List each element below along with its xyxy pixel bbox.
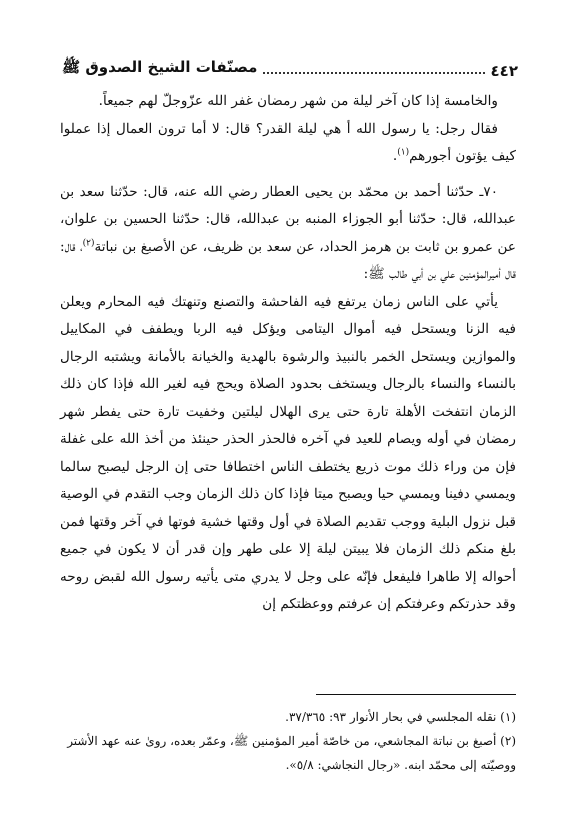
footnote-divider <box>316 694 516 695</box>
hadith-chain-tail: ، قال: قال أميرالمؤمنين علي بن أبي طالب ﷺ: <box>60 238 516 282</box>
running-title: مصنّفات الشيخ الصدوق ﷺ <box>62 58 258 76</box>
paragraph-4: يأتي على الناس زمان يرتفع فيه الفاحشة والتصنع وتنهتك فيه المحارم ويعلن فيه الزنا ويستحل فيه أموال اليتامى ويؤكل فيه الربا ويطفف في المكاييل والموازين ويستحل الخمر بالنبيذ والرشوة بالهدية والخيانة بالأمانة ويشتبه الرجال بالنساء والنساء بالرجال ويستخف بحدود الصلاة ويحج فيه لغير الله فإذا كان ذلك الزمان انتفخت الأهلة تارة حتى يرى الهلال ليلتين وخفيت تارة حتى يفطر شهر رمضان في أوله ويصام للعيد في آخره فالحذر الحذر حينئذ من أخذ الله على غفلة فإن من وراء ذلك موت ذريع يختطف الناس اختطافا حتى إن الرجل ليصبح سالما ويمسي دفينا ويمسي حيا ويصبح ميتا فإذا كان ذلك الزمان وجب التقدم في الوصية قبل نزول البلية ووجب تقديم الصلاة في أول وقتها خشية فوتها في آخر وقتها فمن بلغ منكم ذلك الزمان فلا يبيتن ليلة إلا على طهر وإن قدر أن لا يكون في جميع أحواله إلا طاهرا فليفعل فإنّه على وجل لا يدري متى يأتيه رسول الله لقبض روحه وقد حذرتكم وعرفتكم إن عرفتم ووعظتكم إن <box>60 293 517 612</box>
hadith-chain-text: ٧٠ـ حدّثنا أحمد بن محمّد بن يحيى العطار رضي الله عنه، قال: حدّثنا سعد بن عبدالله، قال: حدّثنا أبو الجوزاء المنبه بن عبدالله، قال: حدّثنا الحسين بن علوان، عن عمرو بن ثابت بن هرمز الحداد، عن سعد بن ظريف، عن الأصبغ بن نباتة <box>60 183 516 255</box>
page-header <box>62 56 518 80</box>
page-number: ٤٤٢ <box>490 62 518 80</box>
header-dotted-leader <box>263 72 484 74</box>
paragraph-2-text: فقال رجل: يا رسول الله أ هي ليلة القدر؟ قال: لا أما ترون العمال إذا عملوا كيف يؤتون أجورهم <box>60 120 516 164</box>
footnote-ref-1: (١) <box>397 147 410 158</box>
footnotes <box>60 705 516 777</box>
footnote-2: (٢) أصبغ بن نباتة المجاشعي، من خاصّة أمير المؤمنين ﷺ، وعمّر بعده، روىٰ عنه عهد الأشتر ووصيّته إلى محمّد ابنه. «رجال النجاشي: ٥/٨». <box>67 734 516 772</box>
footnote-1: (١) نقله المجلسي في بحار الأنوار ٩٣: ٣٧/٣٦٥. <box>285 710 516 724</box>
footnote-ref-2: (٢) <box>82 237 95 248</box>
paragraph-3 <box>60 179 516 289</box>
paragraph-2: فقال رجل: يا رسول الله أ هي ليلة القدر؟ قال: لا أما ترون العمال إذا عملوا كيف يؤتون أجورهم$^{(١)}$. <box>60 120 516 164</box>
main-text <box>60 88 516 619</box>
paragraph-1: والخامسة إذا كان آخر ليلة من شهر رمضان غفر الله عزّوجلّ لهم جميعاً. <box>98 93 498 109</box>
